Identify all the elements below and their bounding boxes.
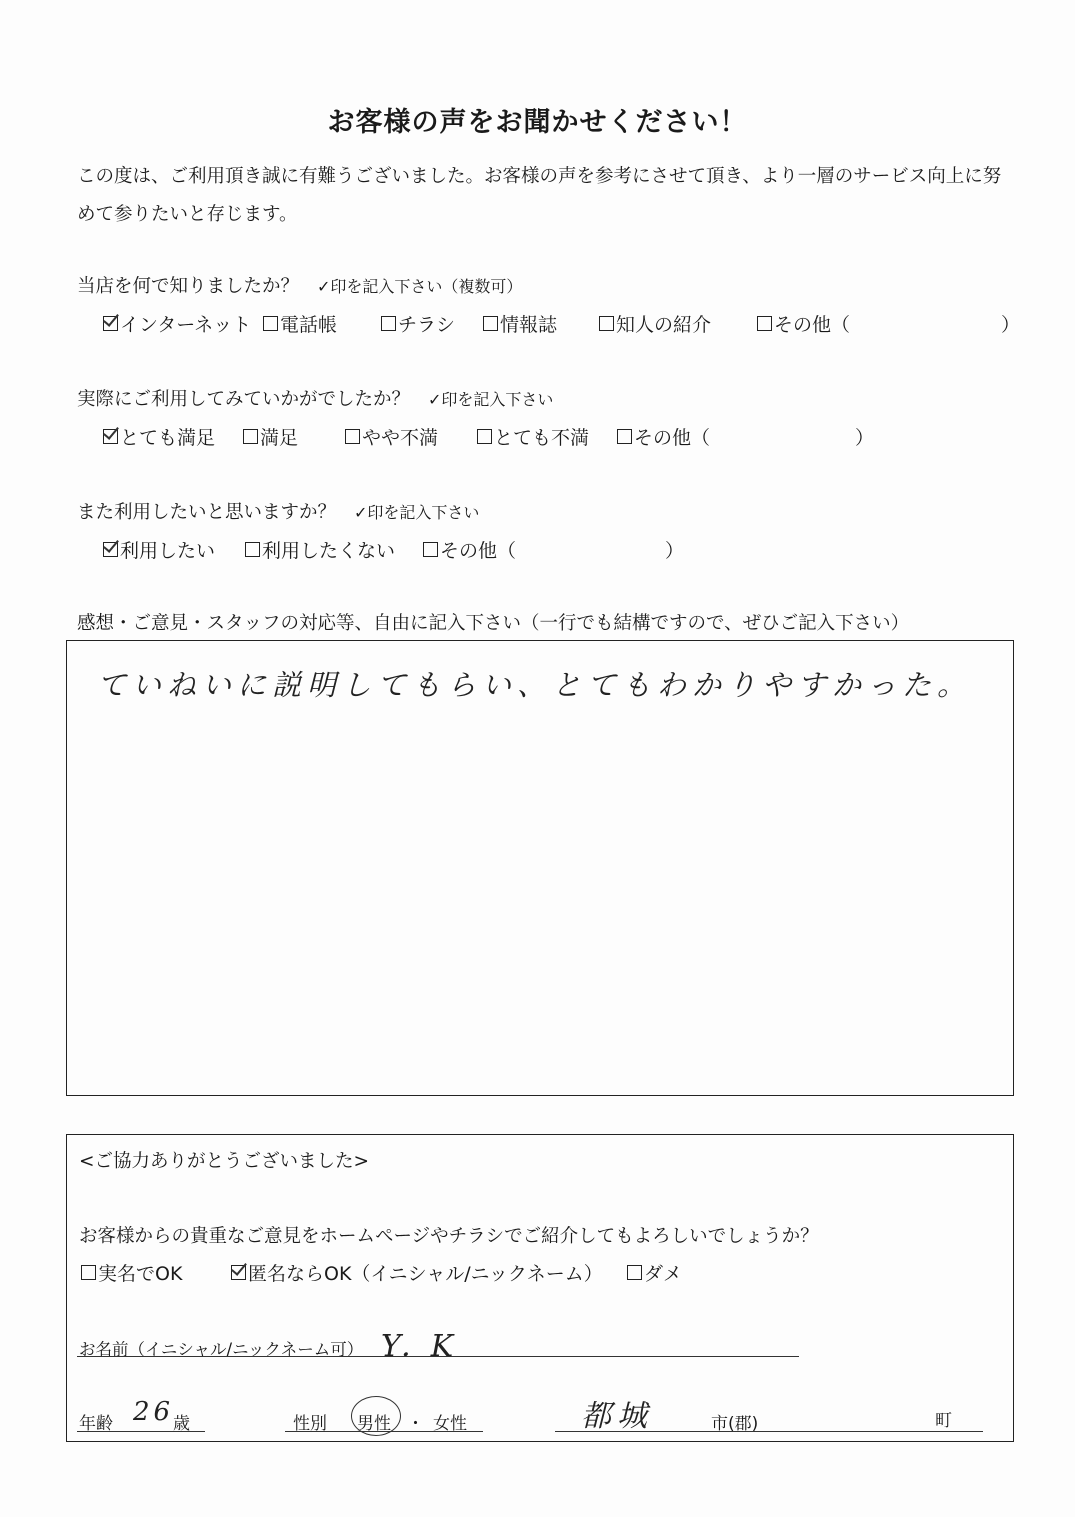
- checkbox[interactable]: [231, 1265, 246, 1280]
- checkbox[interactable]: [245, 542, 260, 557]
- age-label: 年齢: [79, 1414, 113, 1434]
- question-2-label: 実際にご利用してみていかがでしたか？: [77, 389, 411, 410]
- checkbox[interactable]: [243, 429, 258, 444]
- page-title: お客様の声をお聞かせください！: [327, 107, 748, 138]
- comments-box[interactable]: [66, 640, 1014, 1096]
- gender-separator: ・: [407, 1414, 424, 1434]
- gender-female[interactable]: 女性: [433, 1414, 467, 1434]
- q1-other-close: ）: [1001, 314, 1021, 336]
- gender-label: 性別: [293, 1414, 327, 1434]
- q1-option-referral[interactable]: 知人の紹介: [599, 310, 757, 337]
- question-2-options: [103, 423, 874, 450]
- question-3-label: また利用したいと思いますか？: [77, 502, 337, 523]
- q1-option-phonebook[interactable]: 電話帳: [263, 310, 381, 337]
- comments-handwritten-text: ていねいに説明してもらい、とてもわかりやすかった。: [97, 668, 973, 702]
- city-label: 市(郡): [711, 1414, 759, 1434]
- question-1-hint: ✓印を記入下さい（複数可）: [317, 277, 523, 296]
- question-3-options: [103, 536, 684, 563]
- q3-option-other[interactable]: その他（: [423, 536, 665, 563]
- q1-option-internet[interactable]: インターネット: [103, 310, 263, 337]
- checkbox[interactable]: [103, 429, 118, 444]
- permission-anonymous-ok[interactable]: 匿名ならOK（イニシャル/ニックネーム）: [231, 1259, 627, 1286]
- permission-no[interactable]: ダメ: [627, 1259, 682, 1286]
- checkbox[interactable]: [103, 542, 118, 557]
- gender-male-circle: [351, 1396, 401, 1436]
- checkbox[interactable]: [599, 316, 614, 331]
- question-3-hint: ✓印を記入下さい: [354, 503, 480, 522]
- checkbox[interactable]: [345, 429, 360, 444]
- permission-options: [81, 1259, 682, 1286]
- checkbox[interactable]: [81, 1265, 96, 1280]
- age-unit: 歳: [173, 1414, 190, 1434]
- q1-option-magazine[interactable]: 情報誌: [483, 310, 599, 337]
- question-2-hint: ✓印を記入下さい: [428, 390, 554, 409]
- checkbox[interactable]: [263, 316, 278, 331]
- q3-option-no[interactable]: 利用したくない: [245, 536, 423, 563]
- q2-option-very-unsatisfied[interactable]: とても不満: [477, 423, 617, 450]
- footer-box: [66, 1134, 1014, 1442]
- thanks-text: <ご協力ありがとうございました>: [79, 1151, 370, 1172]
- q2-other-close: ）: [855, 427, 875, 449]
- q2-option-other[interactable]: その他（: [617, 423, 855, 450]
- q2-option-somewhat-unsatisfied[interactable]: やや不満: [345, 423, 477, 450]
- checkbox[interactable]: [103, 316, 118, 331]
- age-underline: [77, 1431, 205, 1432]
- checkbox[interactable]: [627, 1265, 642, 1280]
- question-1: [77, 272, 522, 298]
- q3-option-yes[interactable]: 利用したい: [103, 536, 245, 563]
- gender-underline: [285, 1431, 483, 1432]
- name-handwritten-value: Y．K: [381, 1329, 454, 1364]
- checkbox[interactable]: [617, 429, 632, 444]
- q2-option-satisfied[interactable]: 満足: [243, 423, 345, 450]
- address-underline: [555, 1431, 983, 1432]
- name-underline: [77, 1356, 799, 1357]
- checkbox[interactable]: [381, 316, 396, 331]
- checkbox[interactable]: [757, 316, 772, 331]
- checkbox[interactable]: [477, 429, 492, 444]
- question-2: [77, 385, 553, 411]
- question-3: [77, 498, 479, 524]
- permission-real-name-ok[interactable]: 実名でOK: [81, 1259, 231, 1286]
- question-1-label: 当店を何で知りましたか？: [77, 276, 300, 297]
- checkbox[interactable]: [423, 542, 438, 557]
- question-1-options: [103, 310, 1020, 337]
- city-handwritten-value: 都城: [581, 1399, 653, 1434]
- q1-option-flyer[interactable]: チラシ: [381, 310, 483, 337]
- q2-option-very-satisfied[interactable]: とても満足: [103, 423, 243, 450]
- gender-male[interactable]: 男性: [357, 1414, 391, 1434]
- comments-label: 感想・ご意見・スタッフの対応等、自由に記入下さい（一行でも結構ですので、ぜひご記入下さい）: [77, 613, 910, 634]
- name-label: お名前（イニシャル/ニックネーム可）: [79, 1340, 364, 1359]
- permission-question: お客様からの貴重なご意見をホームページやチラシでご紹介してもよろしいでしょうか？: [79, 1226, 819, 1247]
- intro-text: この度は、ご利用頂き誠に有難うございました。お客様の声を参考にさせて頂き、より一層のサービス向上に努めて参りたいと存じます。: [77, 166, 1002, 225]
- checkbox[interactable]: [483, 316, 498, 331]
- age-handwritten-value: 26: [133, 1397, 175, 1427]
- q1-option-other[interactable]: その他（: [757, 310, 1001, 337]
- q3-other-close: ）: [665, 540, 685, 562]
- town-label: 町: [935, 1411, 952, 1431]
